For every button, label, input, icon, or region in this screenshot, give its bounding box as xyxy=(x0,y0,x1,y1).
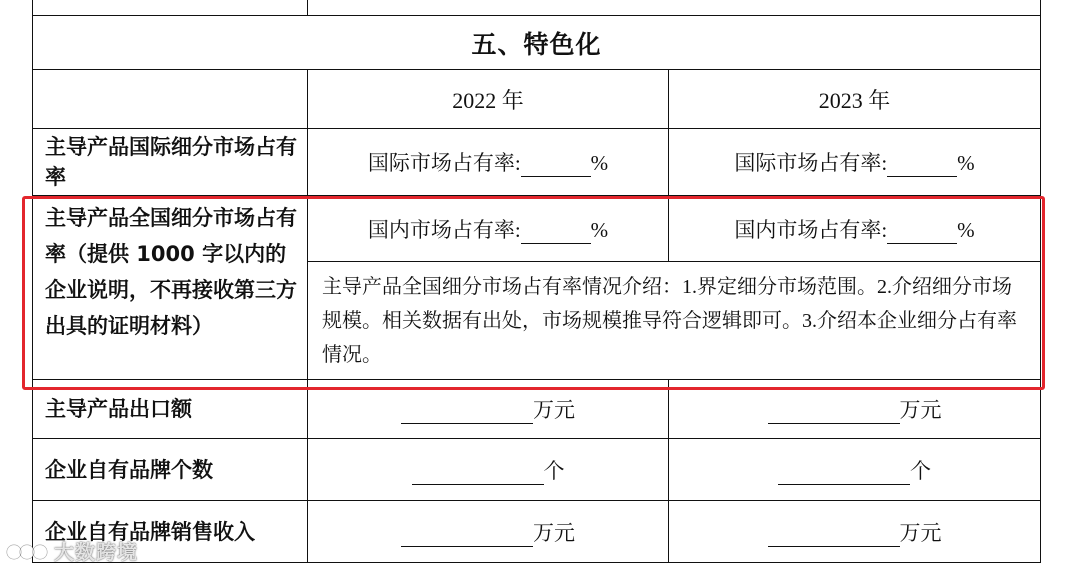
unit-wanyuan: 万元 xyxy=(899,520,942,545)
export-2023 xyxy=(669,380,1041,439)
domestic-share-2023-blank[interactable] xyxy=(887,219,957,244)
section-title: 五、特色化 xyxy=(33,16,1041,70)
percent-sign: % xyxy=(957,151,975,175)
unit-ge: 个 xyxy=(543,458,565,483)
previous-section-row xyxy=(33,0,1041,16)
domestic-share-2022 xyxy=(308,196,669,262)
percent-sign: % xyxy=(590,217,609,242)
watermark-text: 大数跨境 xyxy=(54,540,138,564)
domestic-share-prefix: 国内市场占有率: xyxy=(734,217,888,242)
intl-share-2022-blank[interactable] xyxy=(521,152,591,177)
intl-share-2022 xyxy=(308,129,669,196)
brand-count-row xyxy=(33,439,1041,501)
year-2023-header: 2023 年 xyxy=(669,70,1041,129)
domestic-share-2022-blank[interactable] xyxy=(521,219,591,244)
domestic-share-label: 主导产品全国细分市场占有率（提供 1000 字以内的企业说明，不再接收第三方出具的证明材料） xyxy=(33,196,308,380)
brand-revenue-2023-blank[interactable] xyxy=(768,522,900,547)
brand-revenue-2022 xyxy=(308,501,669,563)
brand-revenue-row xyxy=(33,501,1041,563)
intl-share-label: 主导产品国际细分市场占有率 xyxy=(33,129,308,196)
intl-share-row xyxy=(33,129,1041,196)
brand-count-2023 xyxy=(669,439,1041,501)
unit-ge: 个 xyxy=(910,458,931,483)
brand-count-2023-blank[interactable] xyxy=(778,460,910,485)
brand-count-label: 企业自有品牌个数 xyxy=(33,439,308,501)
brand-revenue-2022-blank[interactable] xyxy=(401,522,533,547)
watermark-logo-icon xyxy=(6,540,50,562)
brand-revenue-label: 企业自有品牌销售收入 xyxy=(33,501,308,563)
domestic-share-description: 主导产品全国细分市场占有率情况介绍：1.界定细分市场范围。2.介绍细分市场规模。相关数据有出处，市场规模推导符合逻辑即可。3.介绍本企业细分占有率情况。 xyxy=(308,262,1041,380)
intl-share-prefix: 国际市场占有率: xyxy=(734,151,888,175)
brand-count-2022 xyxy=(308,439,669,501)
export-label: 主导产品出口额 xyxy=(33,380,308,439)
domestic-share-prefix: 国内市场占有率: xyxy=(367,217,521,242)
export-2022-blank[interactable] xyxy=(401,399,533,424)
brand-count-2022-blank[interactable] xyxy=(412,460,544,485)
intl-share-2023-blank[interactable] xyxy=(887,152,957,177)
export-2022 xyxy=(308,380,669,439)
unit-wanyuan: 万元 xyxy=(533,398,575,422)
empty-header-cell xyxy=(33,70,308,129)
feature-form-table xyxy=(32,0,1041,563)
domestic-share-row xyxy=(33,196,1041,262)
domestic-share-2023 xyxy=(669,196,1041,262)
percent-sign: % xyxy=(590,151,609,175)
unit-wanyuan: 万元 xyxy=(899,398,942,422)
intl-share-prefix: 国际市场占有率: xyxy=(367,151,521,175)
unit-wanyuan: 万元 xyxy=(533,520,575,545)
year-header-row xyxy=(33,70,1041,129)
intl-share-2023 xyxy=(669,129,1041,196)
year-2022-header: 2022 年 xyxy=(308,70,669,129)
brand-revenue-2023 xyxy=(669,501,1041,563)
watermark xyxy=(6,536,138,565)
export-2023-blank[interactable] xyxy=(768,399,900,424)
section-title-row xyxy=(33,16,1041,70)
percent-sign: % xyxy=(957,217,975,242)
export-row xyxy=(33,380,1041,439)
